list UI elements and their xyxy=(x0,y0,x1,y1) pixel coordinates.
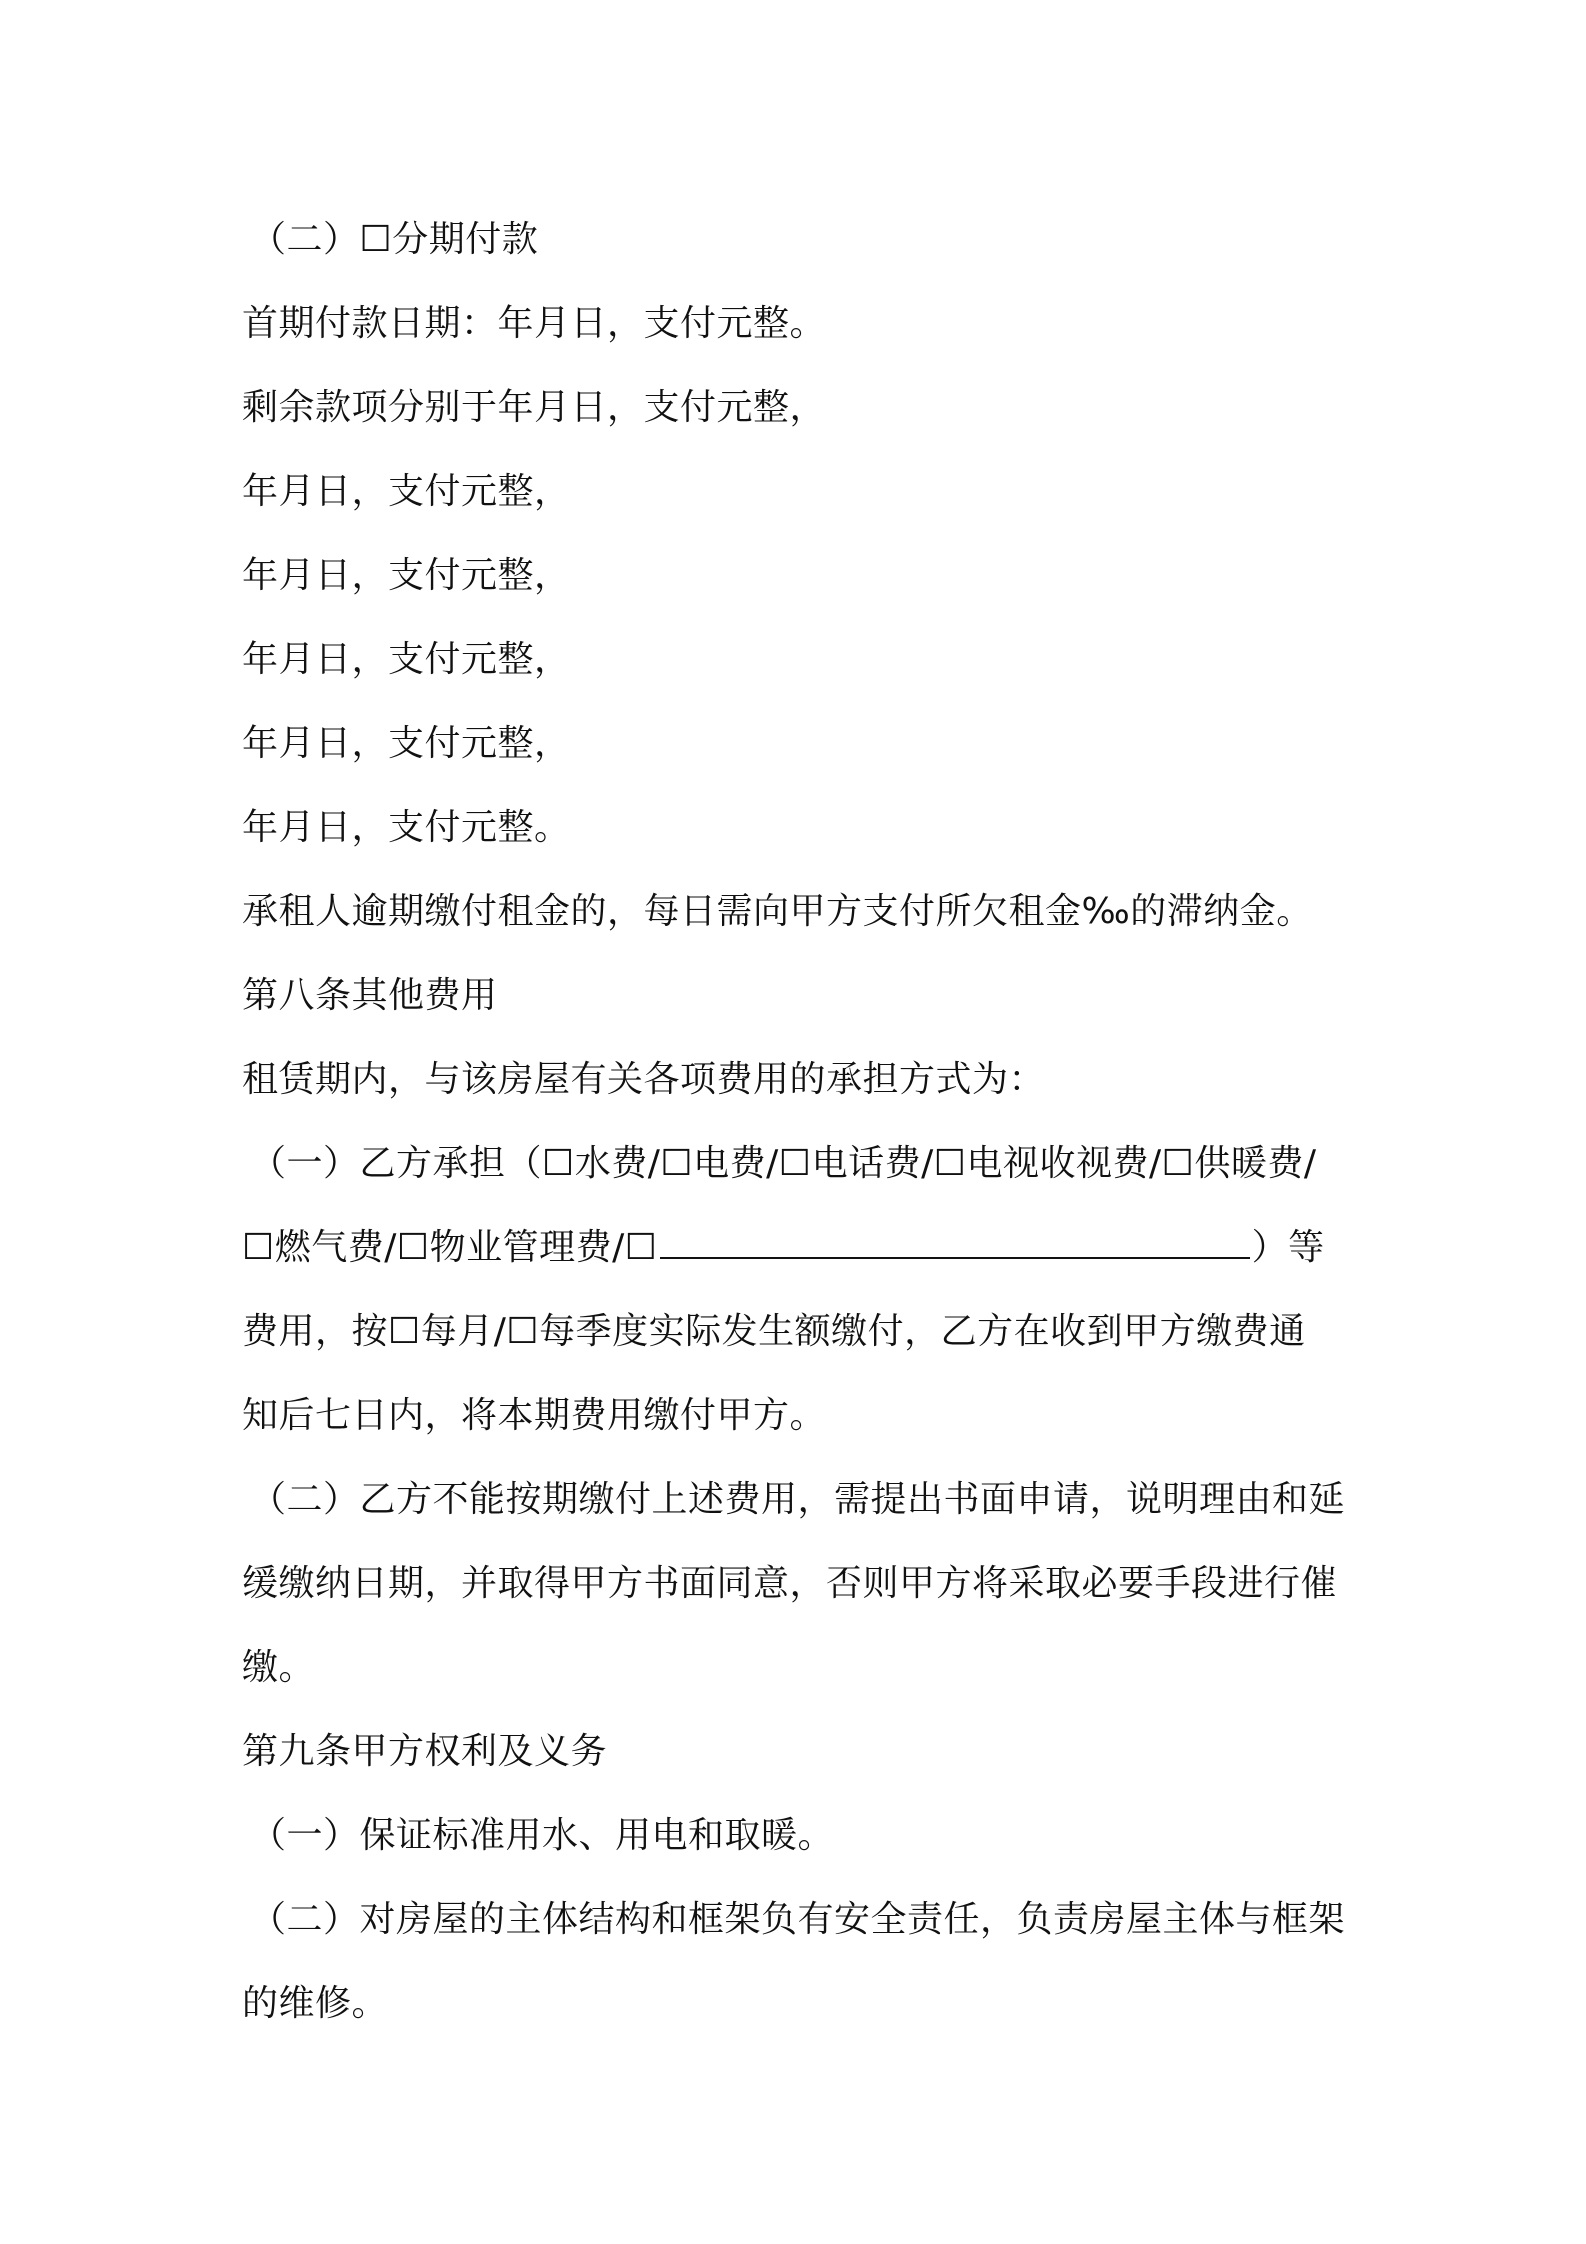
tenant-fees-line: （一）乙方承担（☐水费/☐电费/☐电话费/☐电视收视费/☐供暖费/ xyxy=(250,1143,1317,1184)
delayed-payment-continuation: 缓缴纳日期，并取得甲方书面同意，否则甲方将采取必要手段进行催 xyxy=(242,1563,1338,1604)
remaining-payment-line: 剩余款项分别于年月日，支付元整， xyxy=(242,387,827,428)
delayed-payment-end: 缴。 xyxy=(242,1647,316,1688)
payment-date-line: 年月日，支付元整， xyxy=(242,639,571,680)
document-body xyxy=(242,198,1362,2046)
first-payment-line: 首期付款日期：年月日，支付元整。 xyxy=(242,303,827,344)
payment-date-line: 年月日，支付元整， xyxy=(242,723,571,764)
article-9-heading: 第九条甲方权利及义务 xyxy=(242,1731,608,1772)
installment-heading: （二）☐分期付款 xyxy=(250,219,539,260)
landlord-duty-2: （二）对房屋的主体结构和框架负有安全责任，负责房屋主体与框架 xyxy=(250,1899,1346,1940)
fee-line-prefix: ☐燃气费/☐物业管理费/☐ xyxy=(242,1227,658,1268)
fee-payment-deadline-line: 知后七日内，将本期费用缴付甲方。 xyxy=(242,1395,827,1436)
delayed-payment-line: （二）乙方不能按期缴付上述费用，需提出书面申请，说明理由和延 xyxy=(250,1479,1346,1520)
landlord-duty-1: （一）保证标准用水、用电和取暖。 xyxy=(250,1815,835,1856)
late-fee-line: 承租人逾期缴付租金的，每日需向甲方支付所欠租金‰的滞纳金。 xyxy=(242,891,1313,932)
fee-responsibility-line: 租赁期内，与该房屋有关各项费用的承担方式为： xyxy=(242,1059,1046,1100)
payment-date-line: 年月日，支付元整， xyxy=(242,555,571,596)
landlord-duty-2-continuation: 的维修。 xyxy=(242,1983,389,2024)
fee-line-suffix: ）等 xyxy=(1251,1227,1325,1268)
tenant-fees-continuation xyxy=(242,1206,1362,1290)
payment-date-line: 年月日，支付元整， xyxy=(242,471,571,512)
fee-payment-method-line: 费用，按☐每月/☐每季度实际发生额缴付，乙方在收到甲方缴费通 xyxy=(242,1311,1306,1352)
payment-date-line: 年月日，支付元整。 xyxy=(242,807,571,848)
article-8-heading: 第八条其他费用 xyxy=(242,975,498,1016)
blank-fill-line xyxy=(660,1227,1250,1259)
